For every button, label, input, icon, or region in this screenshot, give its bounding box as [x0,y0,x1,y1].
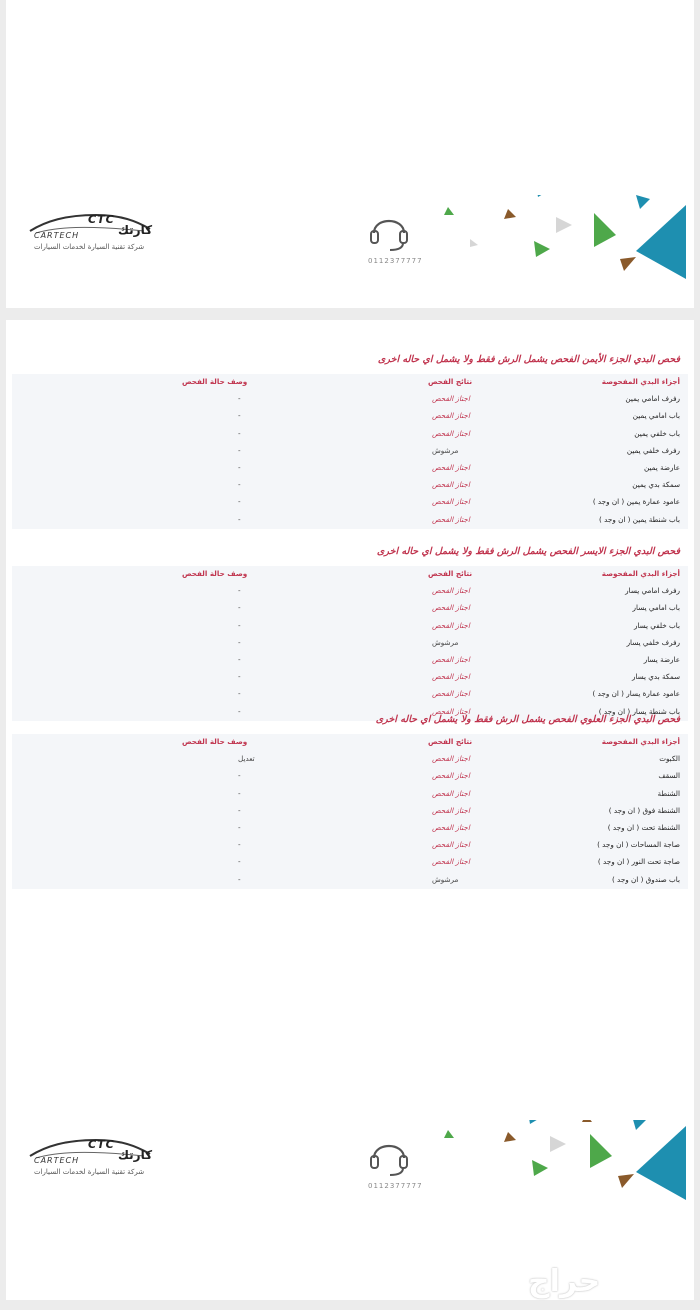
result: مرشوش [432,445,459,455]
header-parts: أجزاء البدي المفحوصة [601,737,680,746]
headset-icon [366,1132,412,1178]
result: اجتاز الفحص [432,411,470,421]
part-name: باب شنطة يسار ( ان وجد ) [598,706,680,716]
header-description: وصف حالة الفحص [182,737,248,746]
table-row [12,837,688,854]
inspection-table [12,734,688,889]
table-row [12,512,688,529]
result: اجتاز الفحص [432,654,470,664]
part-name: الكبوت [659,754,680,764]
result: اجتاز الفحص [432,480,470,490]
logo-english-text: CARTECH [34,1156,80,1165]
header-results: نتائج الفحص [428,569,473,578]
part-name: الشنطة تحت ( ان وجد ) [607,822,680,832]
part-name: عامود عمارة يسار ( ان وجد ) [592,689,680,699]
description: - [238,822,241,832]
table-row [12,443,688,460]
logo-ctc-text: CTC [88,1138,115,1151]
description: - [238,874,241,884]
haraj-watermark: حراج [528,1264,601,1299]
result: اجتاز الفحص [432,840,470,850]
description: - [238,620,241,630]
part-name: سمكة بدي يمين [632,480,680,490]
part-name: عامود عمارة يمين ( ان وجد ) [592,497,680,507]
result: اجتاز الفحص [432,689,470,699]
part-name: رفرف خلفي يمين [626,445,680,455]
description: - [238,637,241,647]
table-row [12,686,688,703]
result: اجتاز الفحص [432,857,470,867]
report-page-top [6,0,694,308]
description: - [238,857,241,867]
part-name: باب امامي يمين [632,411,680,421]
result: اجتاز الفحص [432,805,470,815]
part-name: سمكة بدي يسار [631,672,680,682]
section-title: فحص البدي الجزء الأيمن الفحص يشمل الرش فقط ولا يشمل اي حاله اخرى [377,354,680,365]
part-name: صاجة تحت النور ( ان وجد ) [597,857,680,867]
logo-subtitle: شركة تقنية السيارة لخدمات السيارات [34,243,145,251]
inspection-table [12,374,688,529]
description: - [238,603,241,613]
table-row [12,494,688,511]
table-row [12,600,688,617]
table-header-row [12,734,688,751]
part-name: عارضة يسار [643,654,680,664]
result: اجتاز الفحص [432,586,470,596]
result: اجتاز الفحص [432,706,470,716]
phone-number: 0112377777 [368,1182,423,1190]
page-footer-strip [6,195,694,285]
description: - [238,445,241,455]
phone-number: 0112377777 [368,257,423,265]
header-parts: أجزاء البدي المفحوصة [601,377,680,386]
part-name: باب شنطة يمين ( ان وجد ) [599,514,680,524]
description: - [238,805,241,815]
description: - [238,840,241,850]
table-row [12,669,688,686]
description: - [238,497,241,507]
description: - [238,654,241,664]
table-row [12,803,688,820]
cartech-logo [26,207,156,267]
description: - [238,411,241,421]
description: - [238,480,241,490]
result: اجتاز الفحص [432,462,470,472]
result: اجتاز الفحص [432,771,470,781]
part-name: رفرف خلفي يسار [626,637,680,647]
description: تعديل [238,754,255,764]
table-row [12,460,688,477]
description: - [238,706,241,716]
table-row [12,652,688,669]
part-name: باب امامي يسار [632,603,680,613]
table-row [12,786,688,803]
result: اجتاز الفحص [432,497,470,507]
logo-ctc-text: CTC [88,213,115,226]
header-parts: أجزاء البدي المفحوصة [601,569,680,578]
table-row [12,635,688,652]
part-name: الشنطة [657,788,680,798]
logo-arabic-text: كارتك [118,1148,153,1162]
section-title: فحص البدي الجزء العلوي الفحص يشمل الرش فقط ولا يشمل اي حاله اخرى [375,714,680,725]
headset-icon [366,207,412,253]
section-title: فحص البدي الجزء الايسر الفحص يشمل الرش فقط ولا يشمل اي حاله اخرى [376,546,680,557]
result: اجتاز الفحص [432,514,470,524]
table-row [12,477,688,494]
description: - [238,586,241,596]
header-description: وصف حالة الفحص [182,377,248,386]
description: - [238,394,241,404]
table-row [12,751,688,768]
result: اجتاز الفحص [432,603,470,613]
table-row [12,408,688,425]
result: اجتاز الفحص [432,394,470,404]
inspection-table [12,566,688,721]
part-name: باب صندوق ( ان وجد ) [611,874,680,884]
part-name: صاجة المساحات ( ان وجد ) [597,840,680,850]
description: - [238,689,241,699]
table-row [12,768,688,785]
part-name: باب خلفي يمين [634,428,680,438]
description: - [238,428,241,438]
decorative-triangles [436,1120,694,1210]
table-row [12,872,688,889]
decorative-triangles [436,195,694,285]
header-description: وصف حالة الفحص [182,569,248,578]
result: مرشوش [432,874,459,884]
cartech-logo [26,1132,156,1192]
table-row [12,854,688,871]
table-row [12,426,688,443]
logo-english-text: CARTECH [34,231,80,240]
part-name: عارضة يمين [644,462,680,472]
logo-arabic-text: كارتك [118,223,153,237]
result: اجتاز الفحص [432,822,470,832]
description: - [238,514,241,524]
part-name: رفرف امامي يمين [625,394,680,404]
description: - [238,771,241,781]
result: اجتاز الفحص [432,428,470,438]
report-page [6,320,694,1300]
table-row [12,391,688,408]
logo-subtitle: شركة تقنية السيارة لخدمات السيارات [34,1168,145,1176]
part-name: الشنطة فوق ( ان وجد ) [608,805,680,815]
part-name: باب خلفي يسار [633,620,680,630]
part-name: السقف [658,771,680,781]
page-footer-strip [6,1120,694,1210]
result: اجتاز الفحص [432,788,470,798]
part-name: رفرف امامي يسار [625,586,680,596]
result: اجتاز الفحص [432,620,470,630]
result: اجتاز الفحص [432,754,470,764]
result: مرشوش [432,637,459,647]
result: اجتاز الفحص [432,672,470,682]
table-row [12,820,688,837]
table-row [12,618,688,635]
header-results: نتائج الفحص [428,377,473,386]
table-header-row [12,374,688,391]
table-header-row [12,566,688,583]
description: - [238,672,241,682]
description: - [238,788,241,798]
description: - [238,462,241,472]
header-results: نتائج الفحص [428,737,473,746]
table-row [12,583,688,600]
